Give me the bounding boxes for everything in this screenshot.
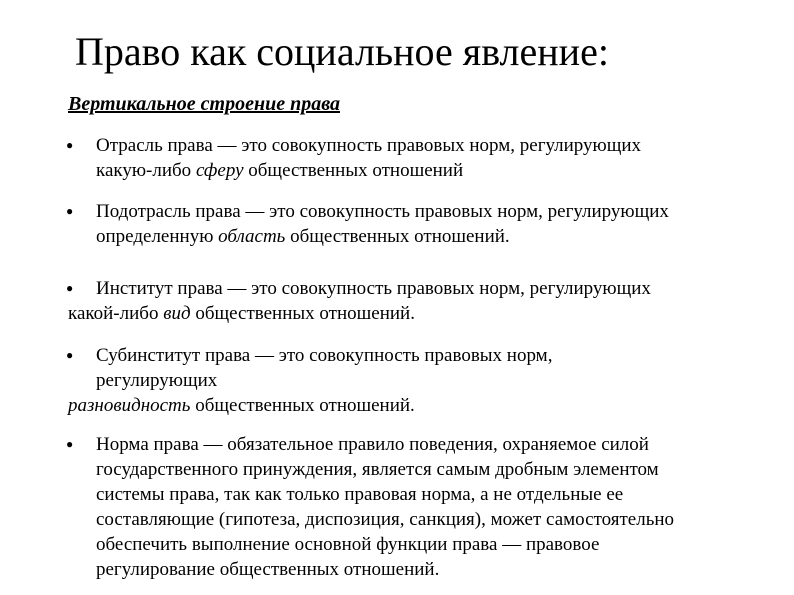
- list-item-line: Подотрасль права — это совокупность правовых норм, регулирующих: [96, 201, 669, 222]
- list-item-otrasl: [96, 133, 641, 183]
- emphasis-text: вид: [163, 303, 191, 324]
- list-item-line: Отрасль права — это совокупность правовых норм, регулирующих: [96, 135, 642, 156]
- emphasis-text: разновидность: [68, 395, 191, 416]
- list-item-line: обеспечить выполнение основной функции права — правовое: [96, 534, 600, 555]
- text-run: какую-либо: [96, 160, 196, 181]
- bullet-icon: ●: [66, 138, 74, 152]
- list-item-line: Субинститут права — это совокупность правовых норм,: [96, 345, 553, 366]
- list-item-line: Норма права — обязательное правило поведения, охраняемое силой: [96, 434, 649, 455]
- bullet-icon: ●: [66, 437, 74, 451]
- list-item-line: системы права, так как только правовая норма, а не отдельные ее: [96, 484, 624, 505]
- list-item-podotrasl: [96, 199, 669, 249]
- list-item-line: регулирующих: [96, 370, 218, 391]
- list-item-line: [68, 393, 552, 418]
- text-run: общественных отношений: [243, 160, 464, 181]
- list-item-institut: [68, 276, 651, 326]
- list-item-line: государственного принуждения, является самым дробным элементом: [96, 459, 659, 480]
- list-item-line: Институт права — это совокупность правовых норм, регулирующих: [96, 278, 651, 299]
- page-title: Право как социальное явление:: [75, 29, 609, 74]
- text-run: общественных отношений.: [190, 395, 415, 416]
- list-item-subinstitut: [68, 343, 552, 418]
- list-item-line: [96, 224, 669, 249]
- list-item-line: составляющие (гипотеза, диспозиция, санкция), может самостоятельно: [96, 509, 675, 530]
- section-subtitle: Вертикальное строение права: [68, 93, 340, 115]
- emphasis-text: сферу: [195, 160, 244, 181]
- list-item-line: [96, 158, 641, 183]
- text-run: общественных отношений.: [285, 226, 510, 247]
- list-item-line: [68, 301, 651, 326]
- list-item-line: регулирование общественных отношений.: [96, 559, 440, 580]
- text-run: определенную: [96, 226, 219, 247]
- bullet-icon: ●: [66, 281, 74, 295]
- text-run: общественных отношений.: [190, 303, 415, 324]
- list-item-norma: [96, 432, 674, 582]
- bullet-icon: ●: [66, 348, 74, 362]
- bullet-icon: ●: [66, 204, 74, 218]
- emphasis-text: область: [218, 226, 286, 247]
- text-run: какой-либо: [68, 303, 164, 324]
